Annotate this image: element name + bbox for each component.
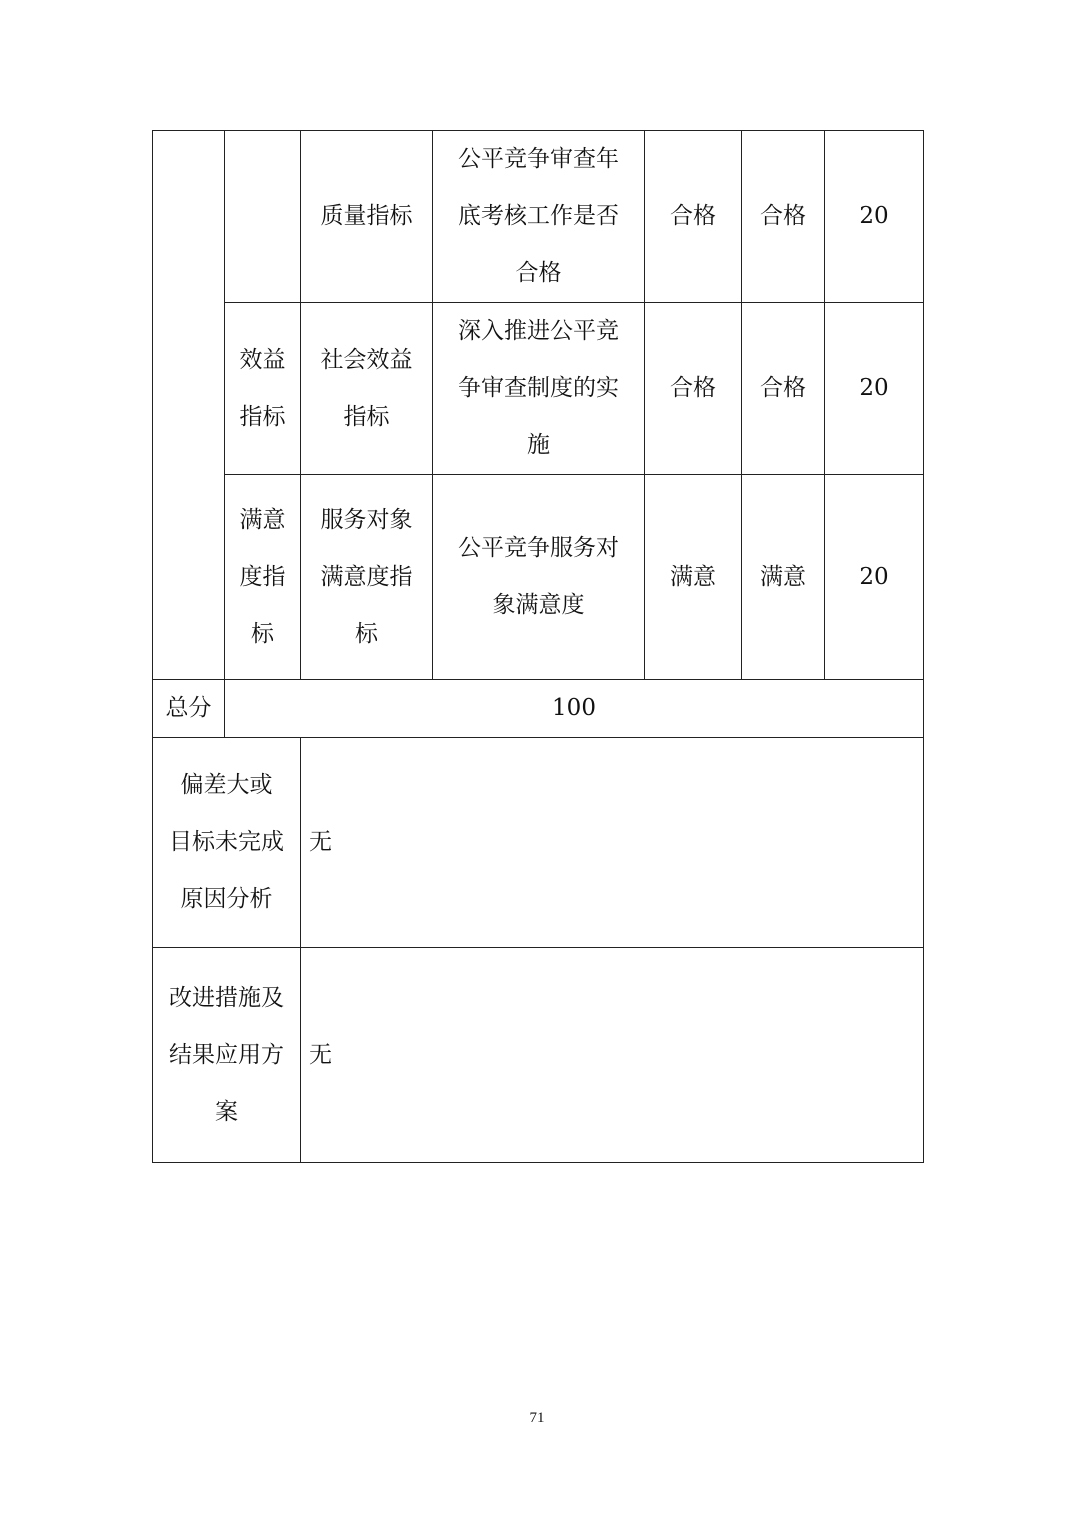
indicator-line: 公平竞争审查年 <box>458 146 619 172</box>
table-row-total <box>153 680 924 738</box>
indicator-line: 公平竞争服务对 <box>458 535 619 561</box>
page-number: 71 <box>529 1410 545 1426</box>
table-row-deviation <box>153 738 924 948</box>
deviation-value-cell: 无 <box>301 738 924 948</box>
deviation-label-line: 目标未完成 <box>169 829 284 855</box>
indicator-cell <box>433 475 645 680</box>
total-label-cell: 总分 <box>153 680 225 738</box>
category-line: 满意 <box>239 506 286 533</box>
improvement-label-line: 案 <box>215 1098 238 1125</box>
category-line: 效益 <box>239 346 286 373</box>
actual-value-cell: 合格 <box>742 303 825 475</box>
sub-indicator-line: 服务对象 <box>320 506 413 533</box>
indicator-line: 合格 <box>515 260 562 286</box>
sub-indicator-cell: 质量指标 <box>301 131 433 303</box>
performance-evaluation-table <box>152 130 924 1163</box>
category-line: 指标 <box>239 403 286 430</box>
improvement-value-cell: 无 <box>301 948 924 1163</box>
total-value-cell: 100 <box>225 680 924 738</box>
sub-indicator-cell <box>301 475 433 680</box>
sub-indicator-line: 标 <box>355 620 378 647</box>
category-cell <box>225 303 301 475</box>
category-cell <box>225 475 301 680</box>
score-cell: 20 <box>825 303 924 475</box>
improvement-label-line: 结果应用方 <box>169 1041 284 1068</box>
sub-indicator-cell <box>301 303 433 475</box>
score-cell: 20 <box>825 475 924 680</box>
sub-indicator-line: 满意度指 <box>320 563 413 590</box>
deviation-label-cell <box>153 738 301 948</box>
merged-outer-cell <box>153 131 225 680</box>
score-cell: 20 <box>825 131 924 303</box>
table-row-satisfaction <box>153 475 924 680</box>
table-row-quality <box>153 131 924 303</box>
category-line: 标 <box>251 620 274 647</box>
table-row-improvement <box>153 948 924 1163</box>
indicator-line: 象满意度 <box>492 592 585 618</box>
table-row-benefit <box>153 303 924 475</box>
category-line: 度指 <box>239 563 286 590</box>
actual-value-cell: 合格 <box>742 131 825 303</box>
indicator-line: 施 <box>527 432 550 458</box>
sub-indicator-line: 指标 <box>343 403 390 430</box>
actual-value-cell: 满意 <box>742 475 825 680</box>
improvement-label-cell <box>153 948 301 1163</box>
sub-indicator-line: 社会效益 <box>320 346 413 373</box>
target-value-cell: 满意 <box>645 475 742 680</box>
target-value-cell: 合格 <box>645 303 742 475</box>
target-value-cell: 合格 <box>645 131 742 303</box>
deviation-label-line: 偏差大或 <box>180 772 273 798</box>
indicator-line: 深入推进公平竞 <box>458 318 619 344</box>
improvement-label-line: 改进措施及 <box>169 984 284 1011</box>
deviation-label-line: 原因分析 <box>180 886 273 912</box>
indicator-line: 争审查制度的实 <box>458 375 619 401</box>
indicator-line: 底考核工作是否 <box>458 203 619 229</box>
category-cell-empty <box>225 131 301 303</box>
indicator-cell <box>433 303 645 475</box>
indicator-cell <box>433 131 645 303</box>
